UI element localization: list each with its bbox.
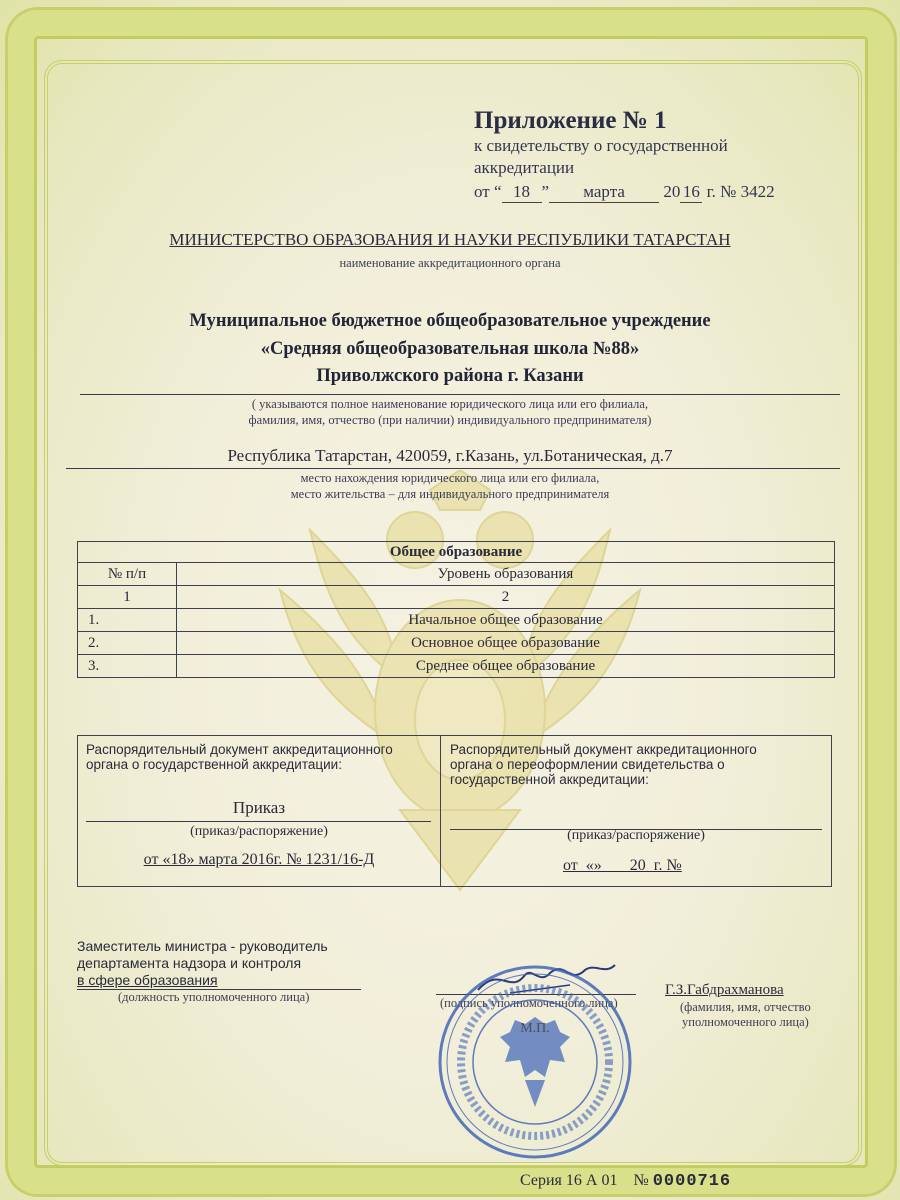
- left-heading-line2: органа о государственной аккредитации:: [86, 757, 342, 772]
- table-title: Общее образование: [78, 542, 835, 563]
- official-seal-icon: [430, 962, 640, 1162]
- annex-subtitle-line1: к свидетельству о государственной: [474, 136, 728, 155]
- row-level: Основное общее образование: [177, 632, 835, 655]
- organization-underline: [80, 394, 840, 395]
- signatory-position-line3: в сфере образования: [77, 972, 218, 988]
- signatory-position-line2: департамента надзора и контроля: [77, 955, 302, 971]
- date-year-suffix: 16: [680, 182, 702, 203]
- organization-caption1: ( указываются полное наименование юридического лица или его филиала,: [251, 397, 649, 411]
- form-serial: [520, 1172, 731, 1191]
- column-index-1: 1: [78, 586, 177, 609]
- right-document-date-number: от «» 20 г. №: [563, 857, 682, 874]
- right-document-caption: (приказ/распоряжение): [567, 828, 705, 843]
- authority-name: МИНИСТЕРСТВО ОБРАЗОВАНИЯ И НАУКИ РЕСПУБЛИКИ ТАТАРСТАН: [169, 230, 731, 249]
- left-document-caption: (приказ/распоряжение): [190, 824, 328, 839]
- box-divider: [440, 736, 441, 886]
- row-number: 2.: [78, 632, 177, 655]
- organization-line3: Приволжского района г. Казани: [316, 366, 584, 386]
- column-header-number: № п/п: [78, 563, 177, 586]
- signature-caption: (подпись уполномоченного лица): [440, 996, 618, 1010]
- left-heading-line1: Распорядительный документ аккредитационного: [86, 742, 393, 757]
- number-sign: №: [633, 1172, 649, 1189]
- annex-title: Приложение № 1: [474, 107, 667, 134]
- form-number: 0000716: [652, 1172, 732, 1191]
- row-number: 1.: [78, 609, 177, 632]
- left-document-type: Приказ: [232, 798, 286, 817]
- address-caption2: место жительства – для индивидуального предпринимателя: [290, 487, 610, 501]
- table-row: [78, 632, 835, 655]
- left-document-date-number: от «18» марта 2016г. № 1231/16-Д: [143, 851, 375, 868]
- education-levels-table: [77, 541, 835, 678]
- right-heading-line2: органа о переоформлении свидетельства о: [450, 757, 725, 772]
- annex-date-line: [474, 182, 775, 203]
- address-caption1: место нахождения юридического лица или его филиала,: [300, 471, 600, 485]
- address-value: Республика Татарстан, 420059, г.Казань, ул.Ботаническая, д.7: [227, 446, 673, 465]
- name-caption-line1: (фамилия, имя, отчество: [680, 1000, 811, 1014]
- signatory-position-line1: Заместитель министра - руководитель: [77, 938, 328, 954]
- row-level: Среднее общее образование: [177, 655, 835, 678]
- annex-subtitle-line2: аккредитации: [474, 158, 575, 177]
- signatory-name: Г.З.Габдрахманова: [665, 982, 784, 998]
- series-label: Серия 16 А 01: [520, 1172, 618, 1189]
- table-row: [78, 655, 835, 678]
- table-row: [78, 609, 835, 632]
- date-month: марта: [549, 182, 659, 203]
- right-heading-line3: государственной аккредитации:: [450, 772, 649, 787]
- administrative-documents-box: [77, 735, 832, 887]
- date-year-prefix: 20: [663, 182, 681, 201]
- organization-caption2: фамилия, имя, отчество (при наличии) индивидуального предпринимателя): [248, 413, 652, 427]
- column-header-level: Уровень образования: [177, 563, 835, 586]
- column-index-2: 2: [177, 586, 835, 609]
- date-day: 18: [502, 182, 542, 203]
- row-number: 3.: [78, 655, 177, 678]
- position-caption: (должность уполномоченного лица): [118, 990, 310, 1004]
- address-underline: [66, 468, 840, 469]
- authority-caption: наименование аккредитационного органа: [339, 256, 561, 270]
- organization-line1: Муниципальное бюджетное общеобразовательное учреждение: [189, 311, 711, 331]
- organization-line2: «Средняя общеобразовательная школа №88»: [260, 339, 640, 359]
- right-heading-line1: Распорядительный документ аккредитационного: [450, 742, 757, 757]
- seal-label: М.П.: [520, 1021, 550, 1036]
- date-prefix: от “: [474, 182, 502, 201]
- date-day-close: ”: [541, 182, 550, 201]
- row-level: Начальное общее образование: [177, 609, 835, 632]
- left-document-underline: [86, 821, 431, 822]
- certificate-number: г. № 3422: [706, 182, 775, 201]
- name-caption-line2: уполномоченного лица): [682, 1015, 809, 1029]
